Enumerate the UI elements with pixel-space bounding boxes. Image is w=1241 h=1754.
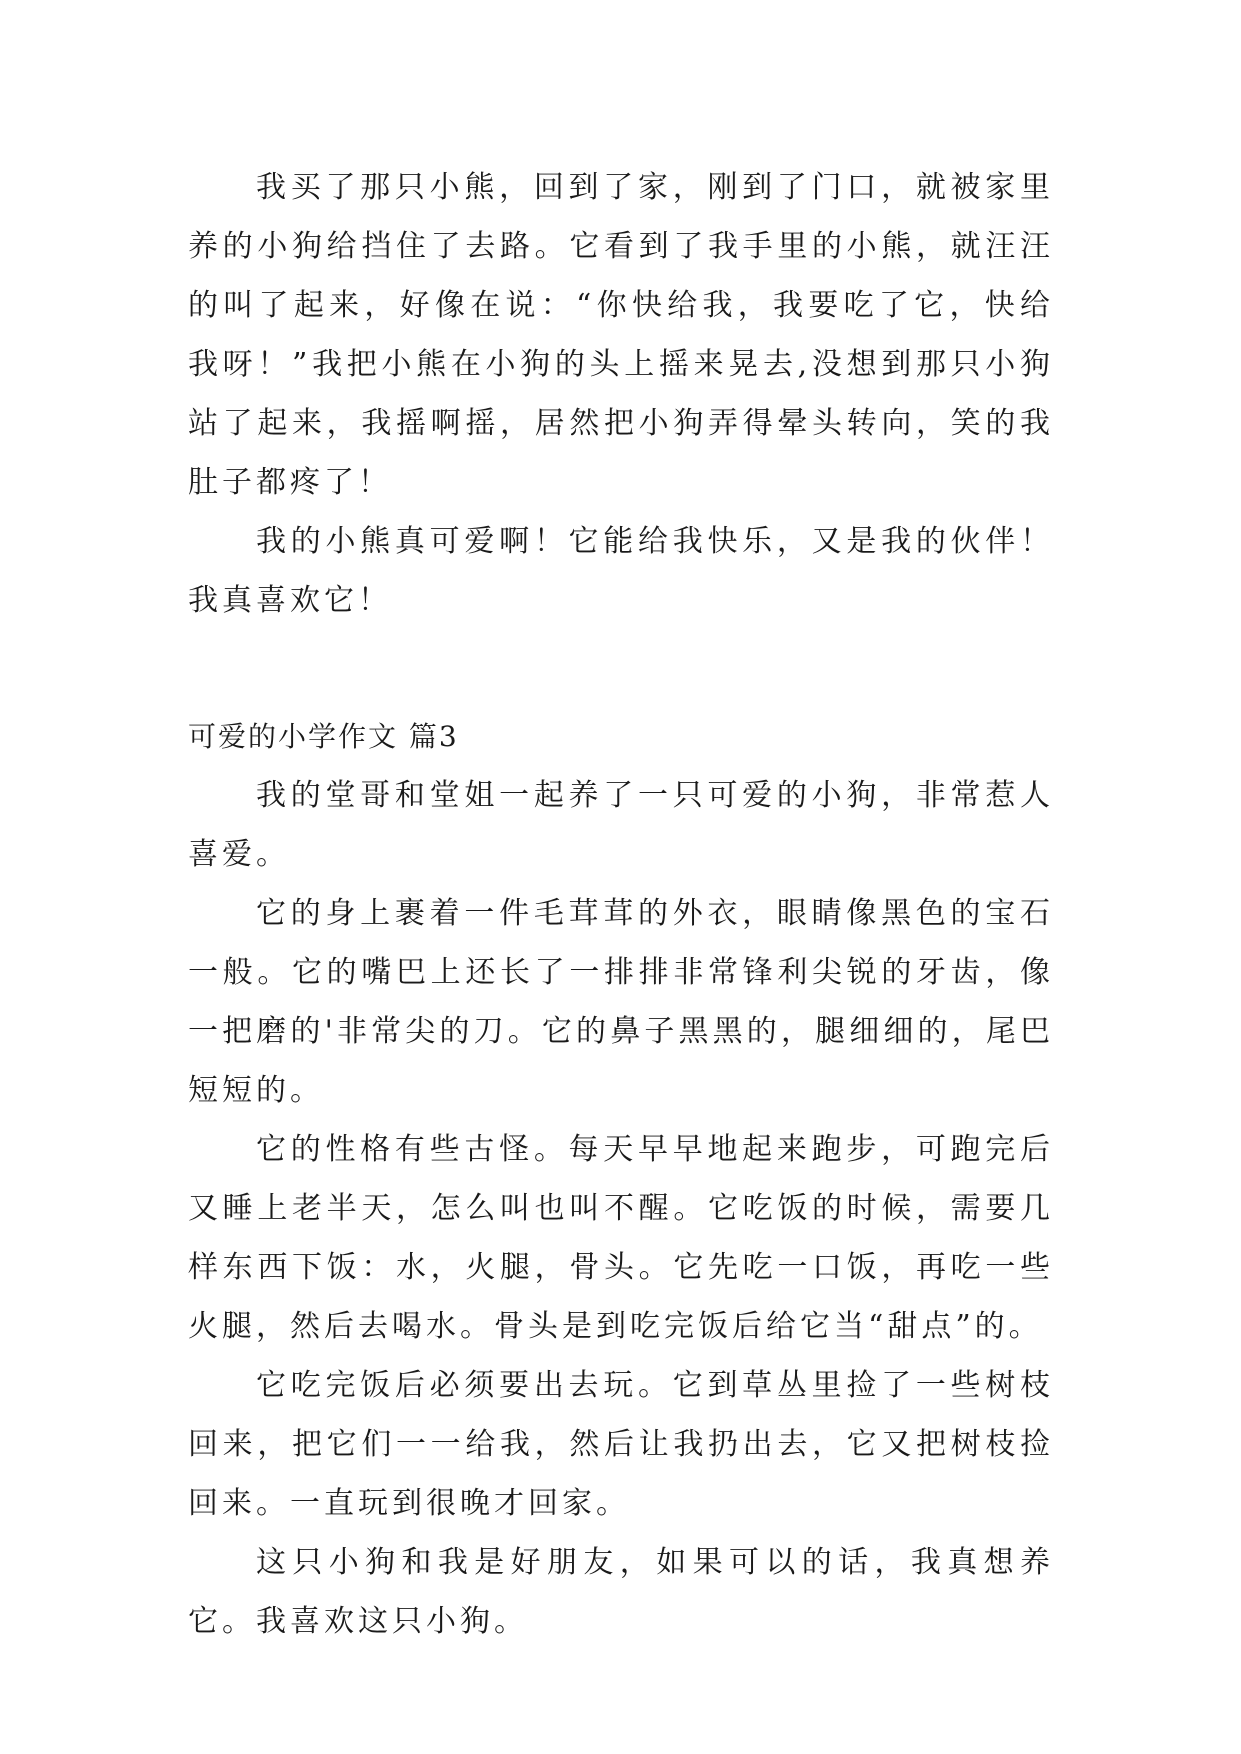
document-body (188, 158, 1054, 1651)
paragraph-play: 它吃完饭后必须要出去玩。它到草丛里捡了一些树枝回来，把它们一一给我，然后让我扔出去，它又把树枝捡回来。一直玩到很晚才回家。 (188, 1368, 1054, 1521)
paragraph-intro: 我的堂哥和堂姐一起养了一只可爱的小狗，非常惹人喜爱。 (188, 778, 1054, 872)
paragraph-bear-dog: 我买了那只小熊，回到了家，刚到了门口，就被家里养的小狗给挡住了去路。它看到了我手里的小熊，就汪汪的叫了起来，好像在说：“你快给我，我要吃了它，快给我呀！”我把小熊在小狗的头上摇来晃去,没想到那只小狗站了起来，我摇啊摇，居然把小狗弄得晕头转向，笑的我肚子都疼了！ (188, 170, 1054, 500)
paragraph-appearance: 它的身上裹着一件毛茸茸的外衣，眼睛像黑色的宝石一般。它的嘴巴上还长了一排排非常锋利尖锐的牙齿，像一把磨的'非常尖的刀。它的鼻子黑黑的，腿细细的，尾巴短短的。 (188, 896, 1054, 1108)
section-title: 可爱的小学作文 篇3 (188, 720, 459, 753)
paragraph-ending: 这只小狗和我是好朋友，如果可以的话，我真想养它。我喜欢这只小狗。 (188, 1545, 1054, 1639)
paragraph-personality: 它的性格有些古怪。每天早早地起来跑步，可跑完后又睡上老半天，怎么叫也叫不醒。它吃饭的时候，需要几样东西下饭：水，火腿，骨头。它先吃一口饭，再吃一些火腿，然后去喝水。骨头是到吃完饭后给它当“甜点”的。 (188, 1132, 1054, 1344)
paragraph-bear-conclusion: 我的小熊真可爱啊！它能给我快乐，又是我的伙伴！我真喜欢它！ (188, 524, 1054, 618)
